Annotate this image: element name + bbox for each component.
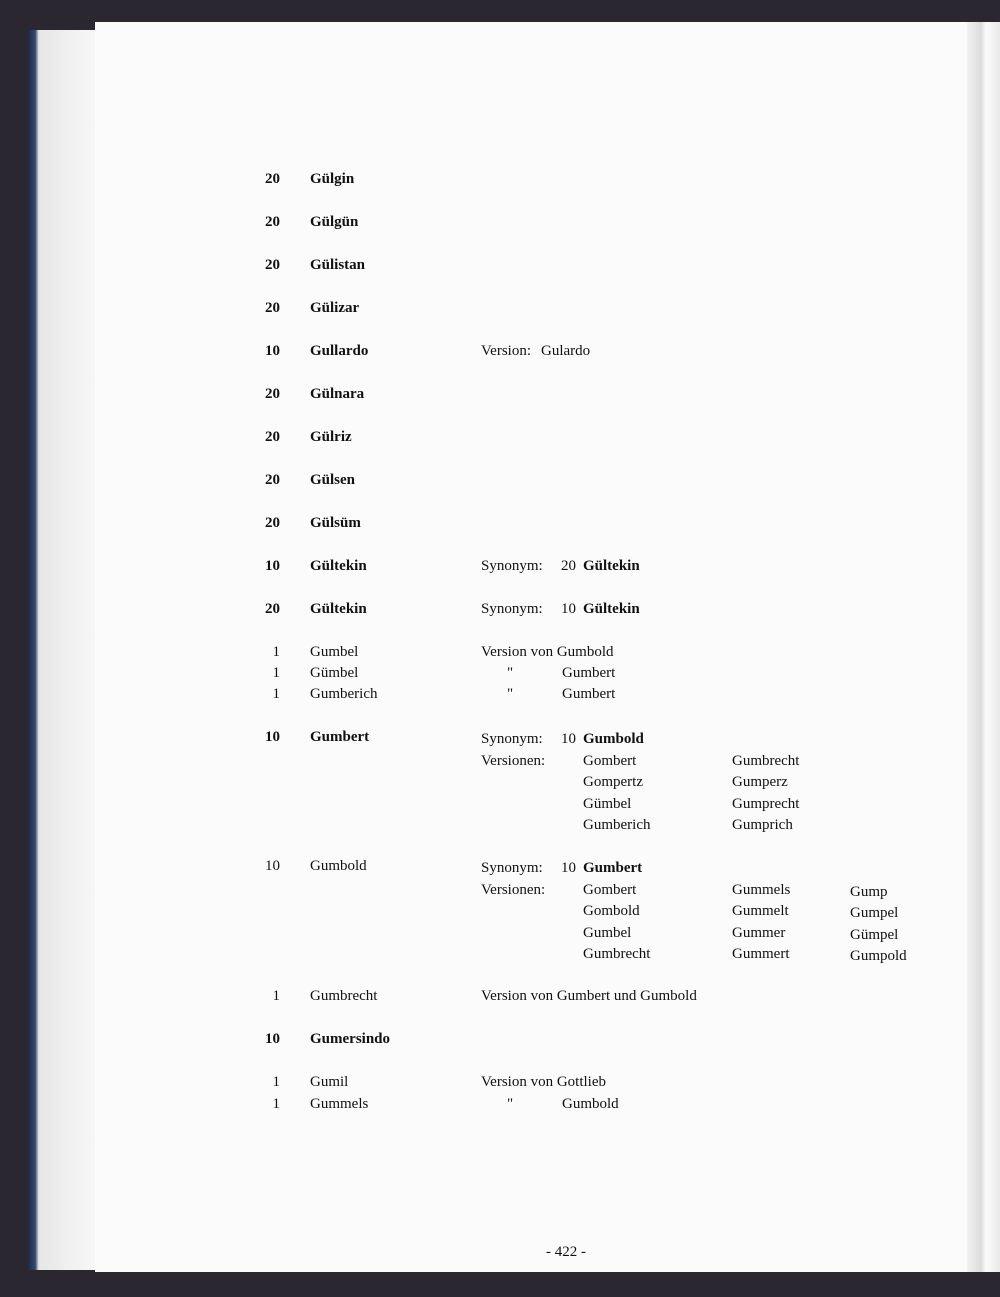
- synonym-number: 10: [561, 860, 576, 876]
- note-label: Synonym:: [481, 601, 543, 617]
- note-text: Version von Gumbert und Gumbold: [481, 988, 697, 1004]
- version-item: Gombert: [583, 881, 637, 898]
- note-value: Gültekin: [583, 558, 640, 574]
- entry-score: 1: [272, 665, 280, 681]
- version-item: Gumberich: [583, 817, 651, 833]
- version-item: Gumpel: [850, 905, 899, 921]
- note-text: Version von Gumbold: [481, 644, 614, 660]
- entry-name: Gülsen: [310, 472, 356, 488]
- entry-name: Gumbert: [310, 729, 370, 745]
- note-label: Version:: [481, 343, 531, 359]
- entry-score: 1: [272, 1096, 280, 1112]
- note-value: Gültekin: [583, 601, 640, 617]
- entry-score: 1: [272, 1074, 280, 1090]
- entry-name: Gumbold: [310, 858, 367, 874]
- version-item: Gümbel: [583, 795, 632, 812]
- version-item: Gummert: [732, 946, 790, 962]
- versions-label: Versionen:: [481, 881, 546, 898]
- page-number: - 422 -: [546, 1244, 586, 1260]
- ditto-mark: ": [507, 1096, 514, 1112]
- entry-name: Gümbel: [310, 665, 359, 681]
- entry-name: Gumbel: [310, 644, 359, 660]
- version-item: Gümpel: [850, 926, 899, 943]
- entry-score: 10: [265, 858, 280, 874]
- entry-name: Gumil: [310, 1074, 349, 1090]
- entry-score: 20: [265, 257, 280, 273]
- version-item: Gumprecht: [732, 795, 800, 812]
- entry-name: Gullardo: [310, 343, 369, 359]
- synonym-value: Gumbold: [583, 731, 644, 747]
- entry-name: Gummels: [310, 1096, 369, 1112]
- entry-score: 1: [272, 644, 280, 660]
- entry-score: 20: [265, 214, 280, 230]
- version-item: Gummer: [732, 924, 786, 941]
- book-page-stack-right: [965, 22, 1000, 1272]
- synonym-label: Synonym:: [481, 860, 543, 876]
- entry-name: Gumersindo: [310, 1031, 391, 1047]
- entry-score: 1: [272, 686, 280, 702]
- entry-score: 10: [265, 729, 280, 745]
- note-number: 10: [561, 601, 576, 617]
- entry-score: 20: [265, 472, 280, 488]
- entry-name: Gülsüm: [310, 515, 361, 531]
- entry-name: Gültekin: [310, 558, 367, 574]
- entry-name: Gülistan: [310, 257, 366, 273]
- note-label: Synonym:: [481, 558, 543, 574]
- synonym-number: 10: [561, 731, 576, 747]
- version-item: Gump: [850, 883, 888, 900]
- note-value: Gumbert: [562, 686, 616, 702]
- note-value: Gulardo: [541, 343, 591, 359]
- entry-score: 20: [265, 515, 280, 531]
- entry-score: 1: [272, 988, 280, 1004]
- version-item: Gumbrecht: [583, 946, 651, 962]
- note-value: Gumbold: [562, 1096, 619, 1112]
- entry-name: Gumberich: [310, 686, 378, 702]
- entry-name: Gumbrecht: [310, 988, 378, 1004]
- version-item: Gumbrecht: [732, 752, 800, 769]
- entry-name: Gülriz: [310, 429, 352, 445]
- entry-score: 10: [265, 343, 280, 359]
- synonym-label: Synonym:: [481, 731, 543, 747]
- entry-name: Gülgün: [310, 214, 359, 230]
- entry-name: Gültekin: [310, 601, 367, 617]
- version-item: Gumpold: [850, 948, 907, 964]
- version-item: Gumbel: [583, 924, 632, 941]
- note-value: Gumbert: [562, 665, 616, 681]
- entry-name: Gülgin: [310, 171, 355, 187]
- entry-score: 20: [265, 171, 280, 187]
- entry-score: 20: [265, 601, 280, 617]
- entry-name: Gülnara: [310, 386, 365, 402]
- version-item: Gumperz: [732, 774, 788, 790]
- note-number: 20: [561, 558, 576, 574]
- version-item: Gompertz: [583, 774, 643, 790]
- versions-label: Versionen:: [481, 752, 546, 769]
- version-item: Gombold: [583, 903, 640, 919]
- entry-score: 10: [265, 558, 280, 574]
- entry-score: 10: [265, 1031, 280, 1047]
- version-item: Gummels: [732, 881, 791, 898]
- version-item: Gummelt: [732, 903, 789, 919]
- version-item: Gombert: [583, 752, 637, 769]
- entry-name: Gülizar: [310, 300, 360, 316]
- note-text: Version von Gottlieb: [481, 1074, 606, 1090]
- ditto-mark: ": [507, 686, 514, 702]
- version-item: Gumprich: [732, 817, 793, 833]
- synonym-value: Gumbert: [583, 860, 643, 876]
- ditto-mark: ": [507, 665, 514, 681]
- entry-score: 20: [265, 429, 280, 445]
- entry-score: 20: [265, 300, 280, 316]
- entry-score: 20: [265, 386, 280, 402]
